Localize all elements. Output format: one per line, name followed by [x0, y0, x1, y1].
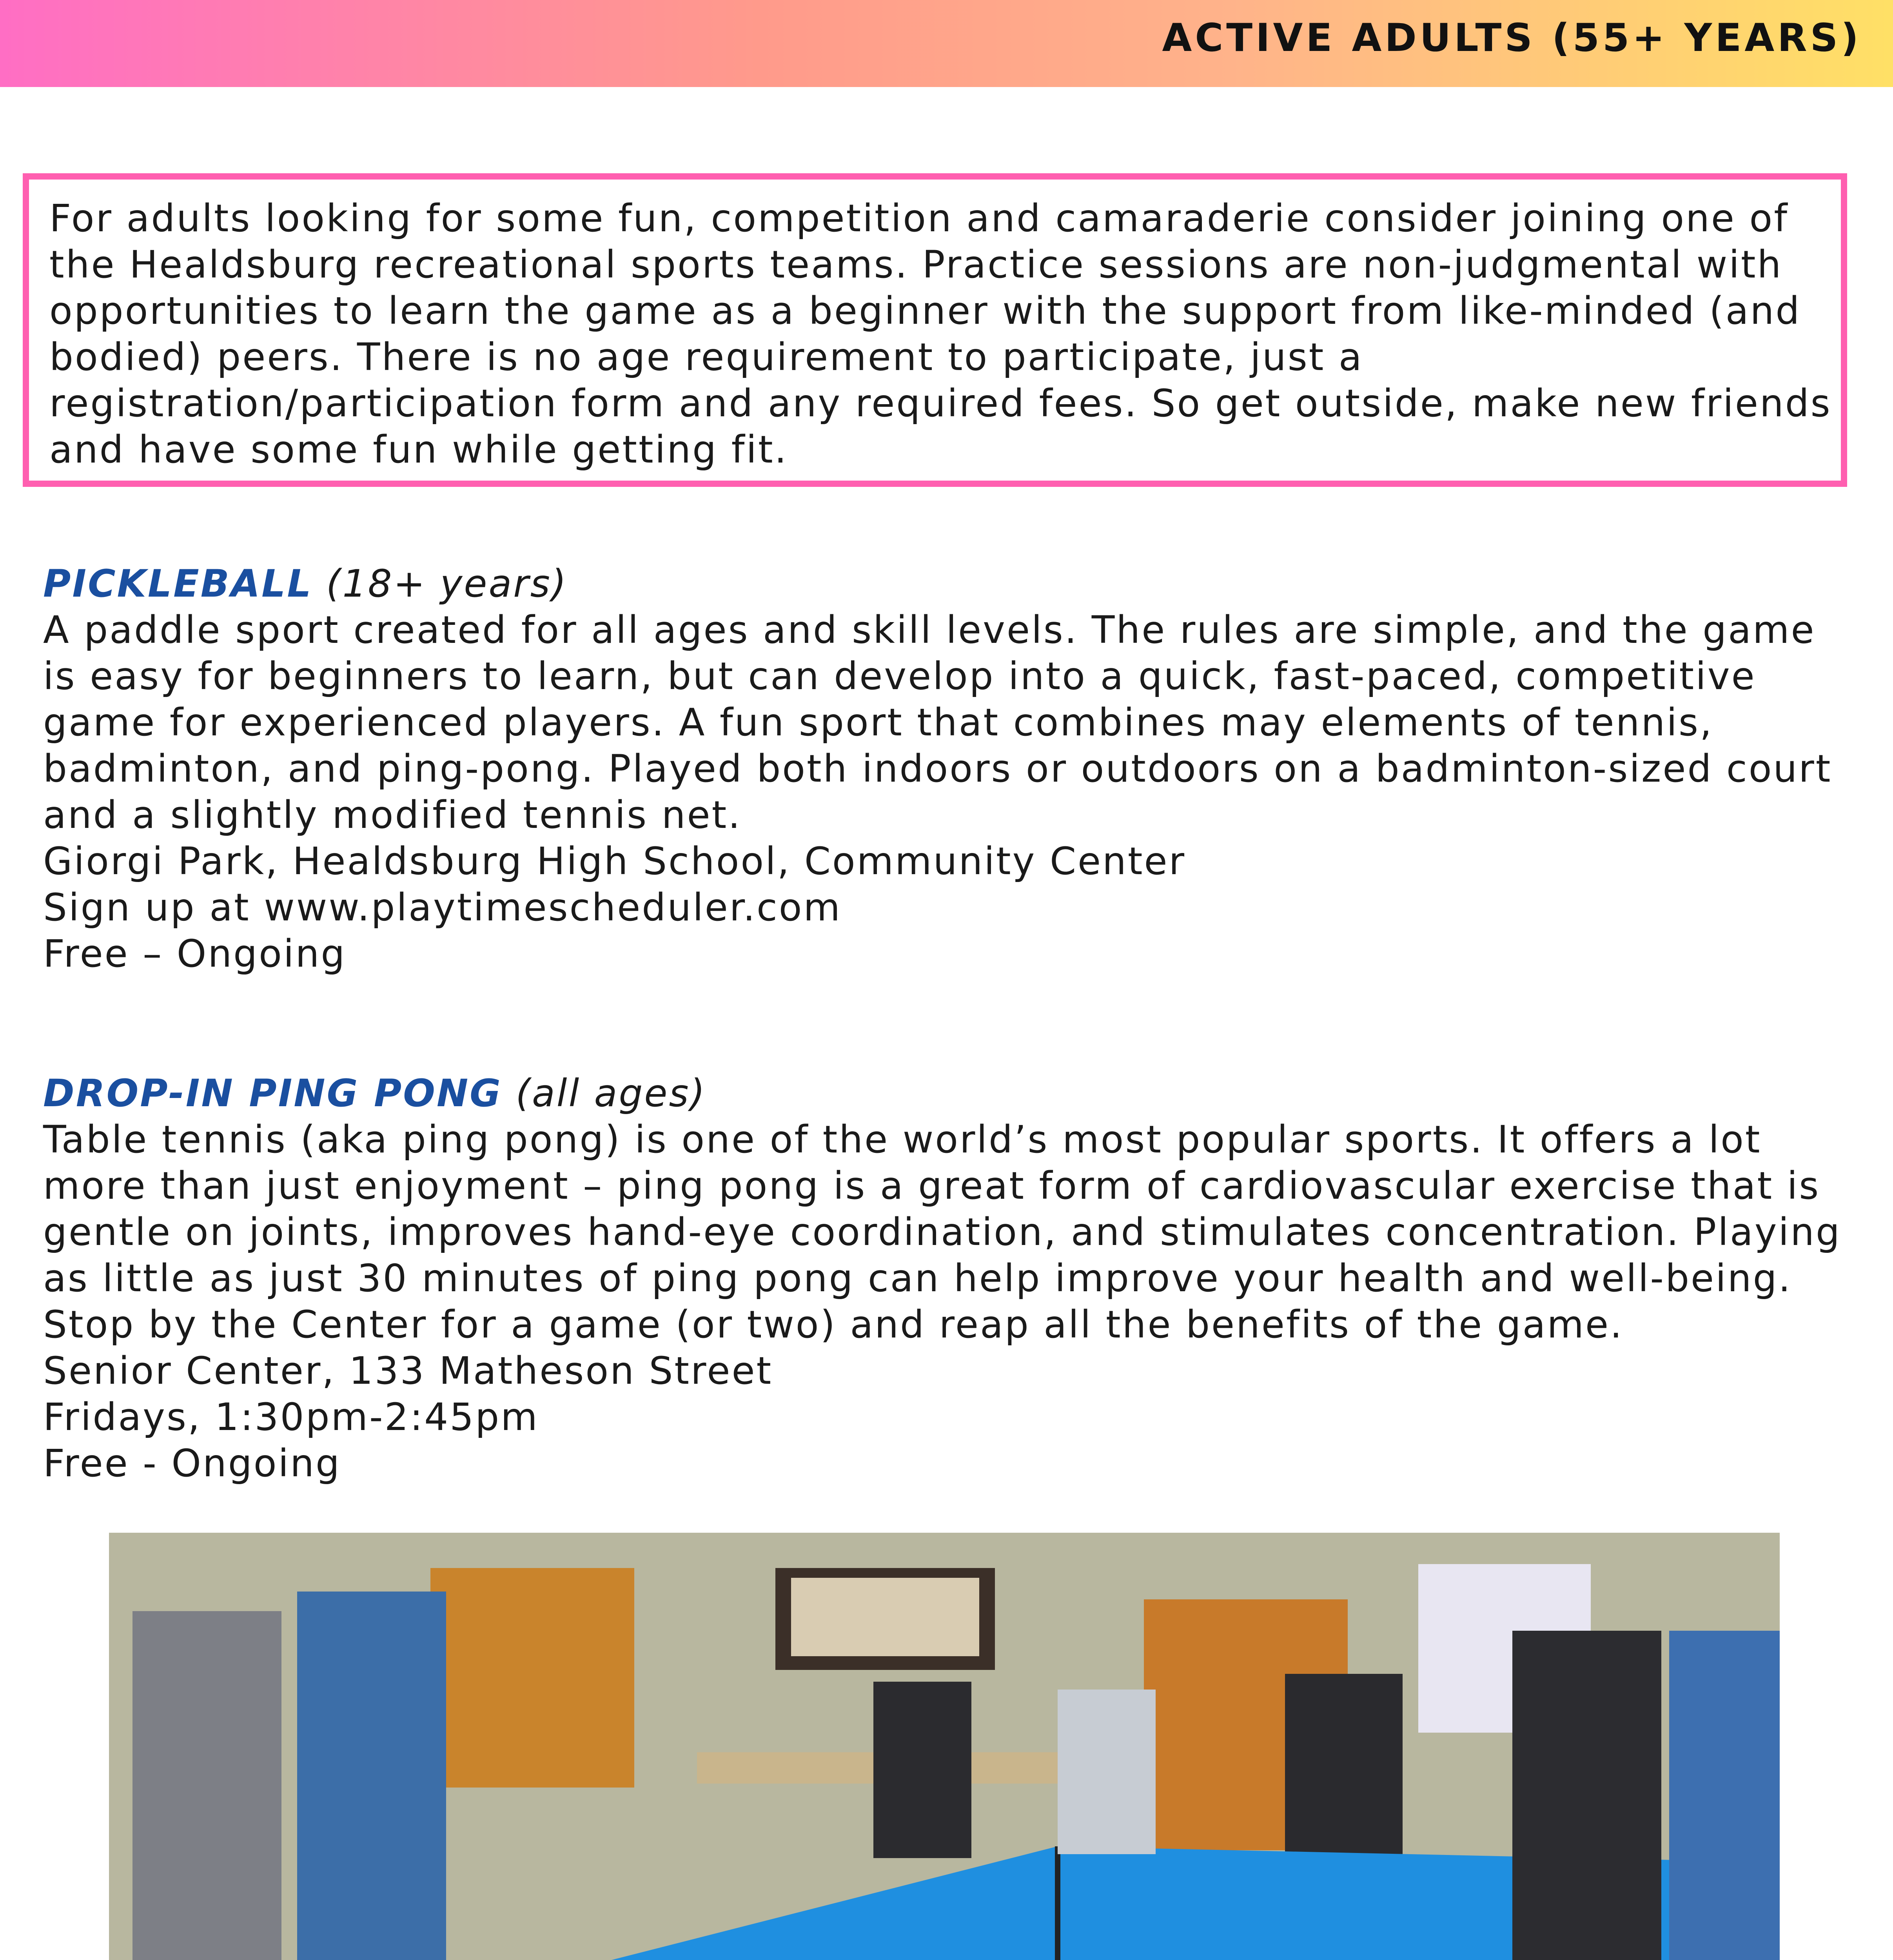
- pingpong-title: DROP-IN PING PONG: [43, 1071, 502, 1115]
- pickleball-signup: Sign up at www.playtimescheduler.com: [43, 886, 842, 929]
- pingpong-location: Senior Center, 133 Matheson Street: [43, 1349, 773, 1393]
- intro-text: For adults looking for some fun, competition and camaraderie consider joining one of the Healdsburg recreational sports teams. Practice sessions are non-judgmental with opportunities to learn the game as a beginner with the support from like-minded (and bodied) peers. There is no age requirement to participate, just a registration/participation form and any required fees. So get outside, make new friends and have some fun while getting fit.: [49, 196, 1832, 472]
- pickleball-description: A paddle sport created for all ages and skill levels. The rules are simple, and the game is easy for beginners to learn, but can develop into a quick, fast-paced, competitive game for experienced players. A fun sport that combines may elements of tennis, badminton, and ping-pong. Played both indoors or outdoors on a badminton-sized court and a slightly modified tennis net.: [43, 608, 1832, 837]
- pickleball-location: Giorgi Park, Healdsburg High School, Community Center: [43, 839, 1186, 883]
- intro-box: [23, 173, 1847, 487]
- ping-pong-scene: [109, 1533, 1780, 1960]
- pingpong-schedule: Fridays, 1:30pm-2:45pm: [43, 1395, 539, 1439]
- pingpong-section: [43, 1070, 1862, 1486]
- page-title: ACTIVE ADULTS (55+ YEARS): [1162, 16, 1862, 60]
- pickleball-subtitle: (18+ years): [326, 562, 568, 606]
- pingpong-subtitle: (all ages): [515, 1071, 706, 1115]
- pingpong-price: Free - Ongoing: [43, 1441, 341, 1485]
- pingpong-description: Table tennis (aka ping pong) is one of the world’s most popular sports. It offers a lot more than just enjoyment – ping pong is a great form of cardiovascular exercise that is gentle on joints, improves hand-eye coordination, and stimulates concentration. Playing as little as just 30 minutes of ping pong can help improve your health and well-being. Stop by the Center for a game (or two) and reap all the benefits of the game.: [43, 1118, 1841, 1347]
- header-banner: [0, 0, 1893, 87]
- pickleball-title: PICKLEBALL: [43, 562, 313, 606]
- pickleball-price: Free – Ongoing: [43, 932, 347, 976]
- pickleball-section: [43, 561, 1862, 977]
- ping-pong-photo: [109, 1533, 1780, 1960]
